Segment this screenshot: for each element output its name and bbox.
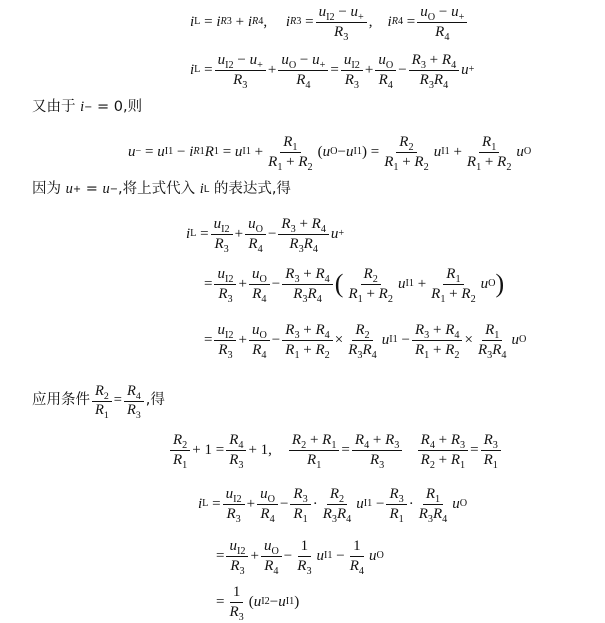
eq-il-step3: = $\frac{u_{I2}}{R_3}$ + $\frac{u_O}{R_4}$ − $\frac{R_3 + R_4}{R_1 + R_2}$ × $\frac{R_2}{R_3R_4}$ u I1 − $\frac{R_3 + R_4}{R_1 + R_2}$ × $\frac{R_1}{R_3R_4}$ u O xyxy=(204,322,527,361)
eq-il-step1: i L = $\frac{u_{I2}}{R_3}$ + $\frac{u_O}{R_4}$ − $\frac{R_3 + R_4}{R_3R_4}$ u + xyxy=(186,216,345,255)
text-intro: 又由于 i − = 0,则 xyxy=(32,99,143,115)
eq-il-step2: = $\frac{u_{I2}}{R_3}$ + $\frac{u_O}{R_4}$ − $\frac{R_3 + R_4}{R_3R_4}$ ( $\frac{R_2}{R_1 + R_2}$ u I1 + $\frac{R_1}{R_1 + R_2}$ u O ) xyxy=(204,266,505,305)
because-mid-text: 将上式代入 xyxy=(122,181,196,197)
apply-text: 应用条件 xyxy=(32,392,90,409)
text-because: 因为 u + = u − , 将上式代入 i L 的表达式,得 xyxy=(32,181,291,197)
eq-il-simplified: = $\frac{u_{I2}}{R_3}$ + $\frac{u_O}{R_4}$ − $\frac{1}{R_3}$ u I1 − $\frac{1}{R_4}$ u O xyxy=(216,538,384,577)
apply-end-text: ,得 xyxy=(145,392,165,409)
eq-il-expanded: i L = $\frac{u_{I2} - u_+}{R_3}$ + $\frac{u_O - u_+}{R_4}$ = $\frac{u_{I2}}{R_3}$ + $\frac{u_O}{R_4}$ − $\frac{R_3 + R_4}{R_3R_4}$ u + xyxy=(190,52,475,91)
because-end-text: 的表达式,得 xyxy=(213,181,291,197)
eq-condition-forms: $\frac{R_2}{R_1}$ + 1 = $\frac{R_4}{R_3}$ + 1, $\frac{R_2 + R_1}{R_1}$ = $\frac{R_4 + R_3}{R_3}$ $\frac{R_4 + R_3}{R_2 + R_1}$ = $\frac{R_3}{R_1}$ xyxy=(168,432,503,468)
text-apply: 应用条件 $\frac{R_2}{R_1}$ = $\frac{R_4}{R_3}$ ,得 xyxy=(32,383,165,421)
intro-text: 又由于 xyxy=(32,99,76,115)
intro-cond-text: = 0,则 xyxy=(97,99,143,115)
eq-u-minus: u − = u I1 − i R1 R 1 = u I1 + $\frac{R_1}{R_1 + R_2}$ ( u O − u I1 ) = $\frac{R_2}{R_1 + R_2}$ u I1 + $\frac{R_1}{R_1 + R_2}$ u O xyxy=(128,134,532,173)
eq-il-substituted: i L = $\frac{u_{I2}}{R_3}$ + $\frac{u_O}{R_4}$ − $\frac{R_3}{R_1}$ · $\frac{R_2}{R_3R_4}$ u I1 − $\frac{R_3}{R_1}$ · $\frac{R_1}{R_3R_4}$ u O xyxy=(198,486,468,525)
eq-il-final: = $\frac{1}{R_3}$ ( u I2 − u I1 ) xyxy=(216,584,300,623)
eq-il-sum: i L = i R3 + i R4 , i R3 = $\frac{u_{I2} - u_+}{R_3}$ , i R4 = $\frac{u_O - u_+}{R_4}$ xyxy=(190,4,469,40)
because-text: 因为 xyxy=(32,181,61,197)
